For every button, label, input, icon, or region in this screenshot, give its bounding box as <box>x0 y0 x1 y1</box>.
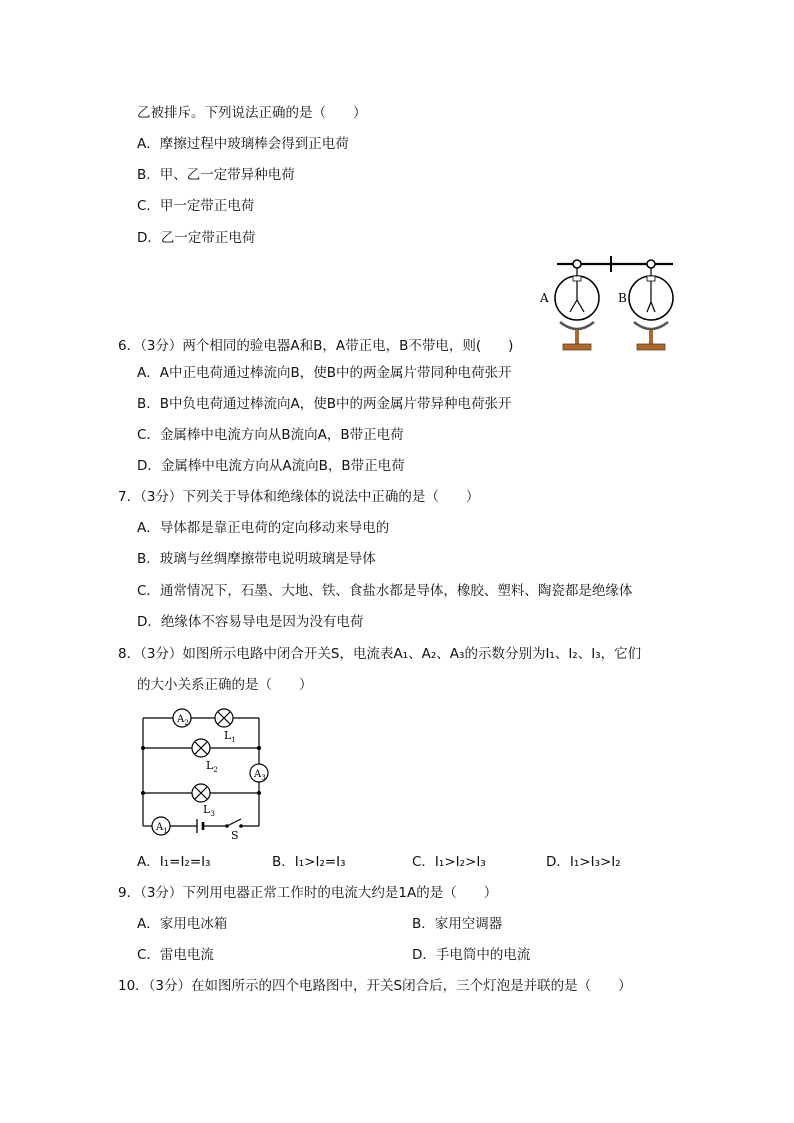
svg-text:A3: $A_3$ <box>254 769 266 782</box>
q9-option-b[interactable]: B．家用空调器 <box>412 916 503 932</box>
q5-option-d[interactable]: D．乙一定带正电荷 <box>137 230 256 246</box>
q10-stem: 10．（3分）在如图所示的四个电路图中，开关S闭合后，三个灯泡是并联的是（ ） <box>118 978 632 994</box>
q9-option-d[interactable]: D．手电筒中的电流 <box>412 947 531 963</box>
ammeter-a2-icon <box>173 709 191 727</box>
q7-option-b[interactable]: B．玻璃与丝绸摩擦带电说明玻璃是导体 <box>137 551 376 567</box>
q8-stem-line2: 的大小关系正确的是（ ） <box>137 677 313 693</box>
q7-option-d[interactable]: D．绝缘体不容易导电是因为没有电荷 <box>137 614 364 630</box>
svg-text:A2: $A_2$ <box>177 714 189 727</box>
q6-option-b[interactable]: B．B中负电荷通过棒流向A，使B中的两金属片带异种电荷张开 <box>137 396 512 412</box>
electroscope-figure <box>530 252 680 354</box>
q7-stem: 7．（3分）下列关于导体和绝缘体的说法中正确的是（ ） <box>118 489 480 505</box>
q5-option-a[interactable]: A．摩擦过程中玻璃棒会得到正电荷 <box>137 136 349 152</box>
q7-option-c[interactable]: C．通常情况下，石墨、大地、铁、食盐水都是导体，橡胶、塑料、陶瓷都是绝缘体 <box>137 583 633 599</box>
q6-option-c[interactable]: C．金属棒中电流方向从B流向A，B带正电荷 <box>137 427 404 443</box>
q8-option-a[interactable]: A．I₁=I₂=I₃ <box>137 854 211 870</box>
q6-option-a[interactable]: A．A中正电荷通过棒流向B，使B中的两金属片带同种电荷张开 <box>137 365 512 381</box>
electroscope-a <box>555 260 599 350</box>
ammeter-a1-icon <box>152 817 170 835</box>
q5-option-c[interactable]: C．甲一定带正电荷 <box>137 198 255 214</box>
lamp-l2-icon <box>192 739 210 757</box>
electroscope-b <box>629 260 673 350</box>
ammeter-a3-icon <box>250 764 268 782</box>
q8-option-d[interactable]: D．I₁>I₃>I₂ <box>546 854 621 870</box>
q5-option-b[interactable]: B．甲、乙一定带异种电荷 <box>137 167 295 183</box>
q7-option-a[interactable]: A．导体都是靠正电荷的定向移动来导电的 <box>137 520 390 536</box>
q8-option-c[interactable]: C．I₁>I₂>I₃ <box>412 854 486 870</box>
switch-s-label: S <box>231 829 239 842</box>
circuit-diagram <box>135 702 280 842</box>
electroscope-b-label: B <box>618 291 627 305</box>
q9-option-c[interactable]: C．雷电电流 <box>137 947 214 963</box>
battery-icon <box>197 819 203 833</box>
q6-stem: 6．（3分）两个相同的验电器A和B，A带正电，B不带电，则( ) <box>118 338 514 354</box>
q8-option-b[interactable]: B．I₁>I₂=I₃ <box>272 854 346 870</box>
q9-stem: 9．（3分）下列用电器正常工作时的电流大约是1A的是（ ） <box>118 885 498 901</box>
lamp-l2-label: $L_2$ <box>206 759 218 774</box>
lamp-l1-label: $L_1$ <box>224 729 236 744</box>
svg-text:A1: $A_1$ <box>156 822 168 835</box>
lamp-l3-label: $L_3$ <box>203 803 215 818</box>
q6-option-d[interactable]: D．金属棒中电流方向从A流向B，B带正电荷 <box>137 458 405 474</box>
lamp-l3-icon <box>192 784 210 802</box>
q5-stem-end: 乙被排斥。下列说法正确的是（ ） <box>137 105 367 121</box>
q9-option-a[interactable]: A．家用电冰箱 <box>137 916 228 932</box>
lamp-l1-icon <box>215 709 233 727</box>
q8-stem-line1: 8．（3分）如图所示电路中闭合开关S，电流表A₁、A₂、A₃的示数分别为I₁、I₂、I₃，它们 <box>118 646 642 662</box>
electroscope-a-label: A <box>540 291 549 305</box>
